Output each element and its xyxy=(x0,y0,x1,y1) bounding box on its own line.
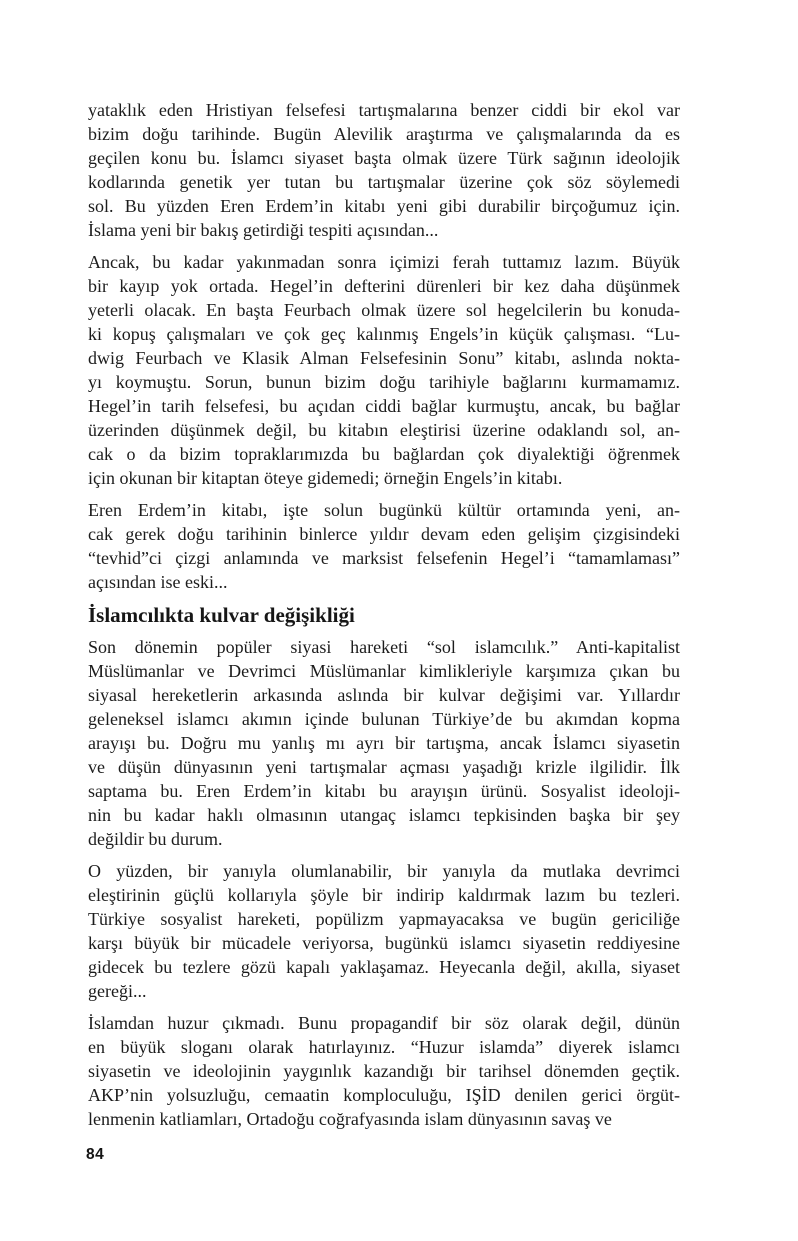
text-line: arayışı bu. Doğru mu yanlış mı ayrı bir tartışma, ancak İslamcı siyasetin xyxy=(88,733,680,753)
text-line: cak gerek doğu tarihinin binlerce yıldır devam eden gelişim çizgisindeki xyxy=(88,524,680,544)
text-line: karşı büyük bir mücadele veriyorsa, bugünkü islamcı siyasetin reddiyesine xyxy=(88,933,680,953)
text-line: geleneksel islamcı akımın içinde bulunan Türkiye’de bu akımdan kopma xyxy=(88,709,680,729)
text-line: yeterli olacak. En başta Feurbach olmak üzere sol hegelcilerin bu konuda- xyxy=(88,300,680,320)
paragraph xyxy=(88,498,680,594)
text-line: Ancak, bu kadar yakınmadan sonra içimizi ferah tuttamız lazım. Büyük xyxy=(88,252,680,272)
text-line: gidecek bu tezlere gözü kapalı yaklaşamaz. Heyecanla değil, akılla, siyaset xyxy=(88,957,680,977)
text-line: kodlarında genetik yer tutan bu tartışmalar üzerine çok söz söylemedi xyxy=(88,172,680,192)
paragraph xyxy=(88,635,680,851)
text-line: en büyük sloganı olarak hatırlayınız. “Huzur islamda” diyerek islamcı xyxy=(88,1037,680,1057)
text-line: gereği... xyxy=(88,981,147,1001)
section-heading: İslamcılıkta kulvar değişikliği xyxy=(88,603,355,627)
text-line: ki kopuş çalışmaları ve çok geç kalınmış Engels’in küçük çalışması. “Lu- xyxy=(88,324,680,344)
text-line: AKP’nin yolsuzluğu, cemaatin komploculuğu, IŞİD denilen gerici örgüt- xyxy=(88,1085,680,1105)
text-line: İslamdan huzur çıkmadı. Bunu propagandif bir söz olarak değil, dünün xyxy=(88,1013,680,1033)
text-line: yataklık eden Hristiyan felsefesi tartışmalarına benzer ciddi bir ekol var xyxy=(88,100,680,120)
text-line: bizim doğu tarihinde. Bugün Alevilik araştırma ve çalışmalarında da es xyxy=(88,124,680,144)
text-line: Türkiye sosyalist hareketi, popülizm yapmayacaksa ve bugün gericiliğe xyxy=(88,909,680,929)
text-line: geçilen konu bu. İslamcı siyaset başta olmak üzere Türk sağının ideolojik xyxy=(88,148,680,168)
text-line: eleştirinin güçlü kollarıyla şöyle bir indirip kaldırmak lazım bu tezleri. xyxy=(88,885,680,905)
text-line: değildir bu durum. xyxy=(88,829,223,849)
paragraph xyxy=(88,98,680,242)
paragraph xyxy=(88,250,680,490)
text-line: bir kayıp yok ortada. Hegel’in defterini dürenleri bir kez daha düşünmek xyxy=(88,276,680,296)
text-line: lenmenin katliamları, Ortadoğu coğrafyasında islam dünyasının savaş ve xyxy=(88,1109,612,1129)
text-line: siyasetin ve ideolojinin yaygınlık kazandığı bir tarihsel dönemden geçtik. xyxy=(88,1061,680,1081)
text-line: için okunan bir kitaptan öteye gidemedi; örneğin Engels’in kitabı. xyxy=(88,468,563,488)
text-line: saptama bu. Eren Erdem’in kitabı bu arayışın ürünü. Sosyalist ideoloji- xyxy=(88,781,680,801)
text-line: Müslümanlar ve Devrimci Müslümanlar kimlikleriyle karşımıza çıkan bu xyxy=(88,661,680,681)
text-line: nin bu kadar haklı olmasının utangaç islamcı tepkisinden başka bir şey xyxy=(88,805,680,825)
text-line: yı koymuştu. Sorun, bunun bizim doğu tarihiyle bağlarını kurmamamız. xyxy=(88,372,680,392)
text-line: “tevhid”ci çizgi anlamında ve marksist felsefenin Hegel’i “tamamlaması” xyxy=(88,548,680,568)
text-line: Son dönemin popüler siyasi hareketi “sol islamcılık.” Anti-kapitalist xyxy=(88,637,680,657)
text-line: İslama yeni bir bakış getirdiği tespiti açısından... xyxy=(88,220,439,240)
paragraph xyxy=(88,859,680,1003)
text-line: O yüzden, bir yanıyla olumlanabilir, bir yanıyla da mutlaka devrimci xyxy=(88,861,680,881)
text-line: siyasal hereketlerin arkasında aslında bir kulvar değişimi var. Yıllardır xyxy=(88,685,680,705)
text-line: dwig Feurbach ve Klasik Alman Felsefesinin Sonu” kitabı, aslında nokta- xyxy=(88,348,680,368)
text-line: Hegel’in tarih felsefesi, bu açıdan ciddi bağlar kurmuştu, ancak, bu bağlar xyxy=(88,396,680,416)
page-text xyxy=(88,98,680,1139)
text-line: sol. Bu yüzden Eren Erdem’in kitabı yeni gibi durabilir birçoğumuz için. xyxy=(88,196,680,216)
text-line: Eren Erdem’in kitabı, işte solun bugünkü kültür ortamında yeni, an- xyxy=(88,500,680,520)
text-line: cak o da bizim topraklarımızda bu bağlardan çok diyalektiği öğrenmek xyxy=(88,444,680,464)
text-line: açısından ise eski... xyxy=(88,572,228,592)
page-number: 84 xyxy=(86,1146,105,1163)
text-line: üzerinden düşünmek değil, bu kitabın eleştirisi üzerine odaklandı sol, an- xyxy=(88,420,680,440)
paragraph xyxy=(88,1011,680,1131)
text-line: ve düşün dünyasının yeni tartışmalar açması yaşadığı krizle ilgilidir. İlk xyxy=(88,757,680,777)
